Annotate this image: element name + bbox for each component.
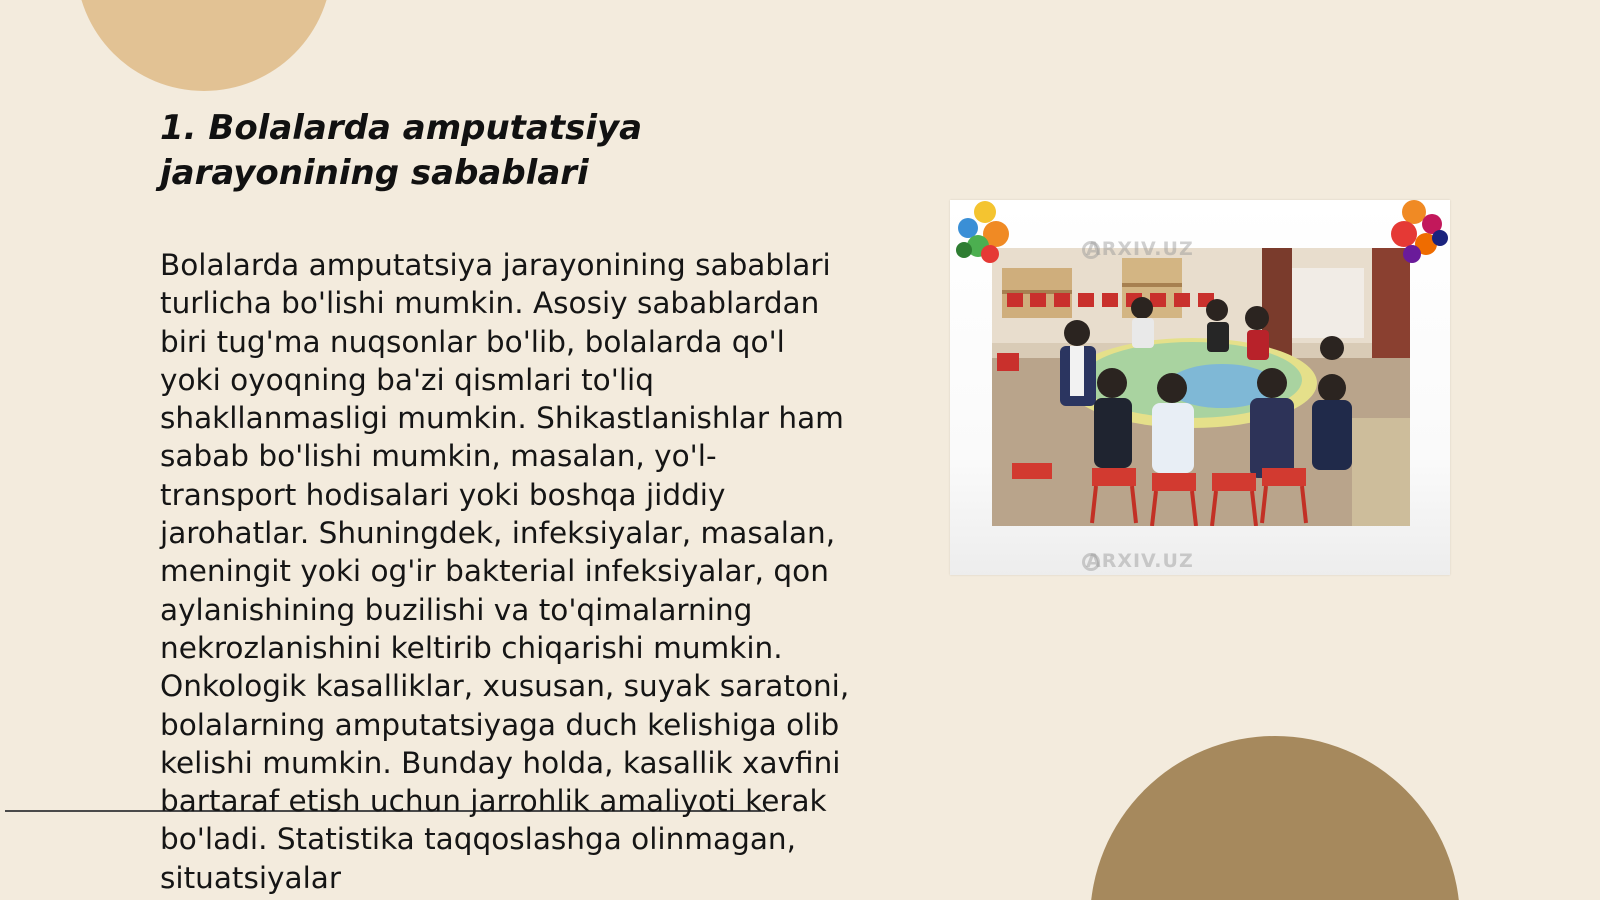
decorative-circle-top [76, 0, 332, 91]
watermark-top [1082, 238, 1194, 260]
classroom-photo [950, 200, 1450, 575]
photo-scene [992, 248, 1410, 526]
slide-title: 1. Bolalarda amputatsiya jarayonining sabablari [160, 108, 643, 193]
watermark-text: ARXIV.UZ [1086, 238, 1194, 260]
balloons-right-icon [1382, 200, 1450, 273]
watermark-bottom [1082, 550, 1194, 572]
classroom-scene-image [992, 248, 1410, 526]
slide-body-text: Bolalarda amputatsiya jarayonining sabablari turlicha bo'lishi mumkin. Asosiy sabablardan biri tug'ma nuqsonlar bo'lib, bolalarda qo'l yoki oyoqning ba'zi qismlari to'liq shakllanmasligi mumkin. Shikastlanishlar ham sabab bo'lishi mumkin, masalan, yo'l-transport hodisalari yoki boshqa jiddiy jarohatlar. Shuningdek, infeksiyalar, masalan, meningit yoki og'ir bakterial infeksiyalar, qon aylanishining buzilishi va to'qimalarning nekrozlanishini keltirib chiqarishi mumkin. Onkologik kasalliklar, xususan, suyak saratoni, bolalarning amputatsiyaga duch kelishiga olib kelishi mumkin. Bunday holda, kasallik xavfini bartaraf etish uchun jarrohlik amaliyoti kerak bo'ladi. Statistika taqqoslashga olinmagan, situatsiyalar [160, 248, 850, 895]
balloons-left-icon [950, 200, 1020, 273]
watermark-text: ARXIV.UZ [1086, 550, 1194, 572]
decorative-circle-bottom [1090, 736, 1460, 900]
